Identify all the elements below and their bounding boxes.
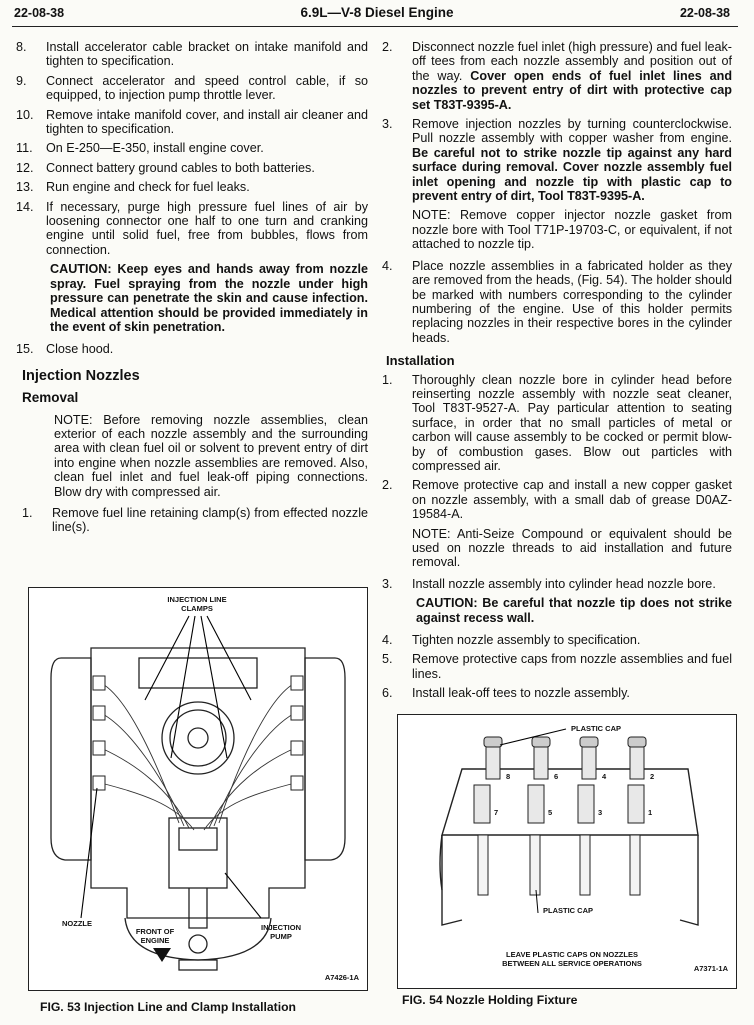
nozzle-number: 1 — [648, 808, 653, 817]
nozzle-number: 7 — [494, 808, 499, 817]
label-nozzle: NOZZLE — [62, 919, 92, 928]
nozzle-number: 4 — [602, 772, 607, 781]
step-11: 11. On E-250—E-350, install engine cover. — [16, 141, 264, 156]
fixture-illustration — [398, 715, 736, 988]
figure-54-caption: FIG. 54 Nozzle Holding Fixture — [402, 993, 578, 1007]
section-title-injection-nozzles: Injection Nozzles — [22, 367, 140, 384]
step-8: 8. Install accelerator cable bracket on intake manifold and tighten to specification. — [16, 40, 368, 69]
nozzle-number: 6 — [554, 772, 559, 781]
page-number-right: 22-08-38 — [679, 6, 730, 20]
page-title: 6.9L—V-8 Diesel Engine — [300, 5, 454, 20]
removal-note: NOTE: Before removing nozzle assemblies, clean exterior of each nozzle assembly and the surrounding area with clean fuel oil or solvent to prevent entry of dirt into engine when nozzle assemblies are removed. Also, clean fuel inlet and fuel leak-off piping connections. Blow dry with compressed air. — [54, 412, 368, 499]
step-14: 14. If necessary, purge high pressure fuel lines of air by loosening connector one half to one turn and cranking engine until solid fuel, free from bubbles, flows from connection. — [16, 199, 368, 257]
step-10: 10. Remove intake manifold cover, and install air cleaner and tighten to specification. — [16, 107, 368, 137]
nozzle-number: 2 — [650, 772, 655, 781]
nozzle-number: 5 — [548, 808, 553, 817]
page-number-left: 22-08-38 — [14, 6, 65, 20]
label-plastic-cap-top: PLASTIC CAP — [570, 724, 621, 733]
figure-54-nozzle-fixture — [397, 714, 737, 989]
install-step-3: 3. Install nozzle assembly into cylinder head nozzle bore. — [382, 576, 716, 591]
figure-53-engine-diagram — [28, 587, 368, 991]
step-9: 9. Connect accelerator and speed control cable, if so equipped, to injection pump throttle lever. — [16, 73, 368, 103]
nozzle-number: 3 — [598, 808, 603, 817]
removal-step-1: 1. Remove fuel line retaining clamp(s) from effected nozzle line(s). — [22, 505, 368, 535]
install-note-anti-seize: NOTE: Anti-Seize Compound or equivalent should be used on nozzle threads to aid installation and future removal. — [412, 526, 732, 570]
header-rule — [12, 26, 738, 27]
subsection-title-installation: Installation — [386, 353, 455, 369]
removal-note-gasket: NOTE: Remove copper injector nozzle gasket from nozzle bore with Tool T71P-19703-C, or equivalent, if not attached to nozzle tip. — [412, 208, 732, 252]
step-13: 13. Run engine and check for fuel leaks. — [16, 180, 250, 195]
figure-53-caption: FIG. 53 Injection Line and Clamp Installation — [40, 1000, 296, 1014]
label-leave-caps: LEAVE PLASTIC CAPS ON NOZZLES BETWEEN ALL SERVICE OPERATIONS — [502, 950, 642, 968]
label-front-of-engine: FRONT OF ENGINE — [135, 927, 175, 945]
removal-step-2: 2. Disconnect nozzle fuel inlet (high pressure) and fuel leak-off tees from each nozzle assembly and position out of the way. Cover open ends of fuel inlet lines and nozzles to prevent entry of dirt with protective cap set T83T-9395-A. — [382, 40, 733, 112]
right-column — [382, 40, 732, 706]
install-step-5: 5. Remove protective caps from nozzle assemblies and fuel lines. — [382, 652, 732, 681]
install-step-6: 6. Install leak-off tees to nozzle assembly. — [382, 686, 630, 701]
engine-illustration — [29, 588, 367, 990]
step-15: 15. Close hood. — [16, 342, 114, 357]
install-step-4: 4. Tighten nozzle assembly to specification. — [382, 633, 641, 648]
left-column — [16, 40, 368, 540]
front-arrow-icon — [153, 948, 171, 962]
removal-step-3: 3. Remove injection nozzles by turning counterclockwise. Pull nozzle assembly with copper washer from engine. Be careful not to strike nozzle tip against any hard surface during removal. Cover nozzle assembly fuel inlet opening and nozzle tip with plastic cap to prevent entry of dirt, Tool T83T-9395-A. — [382, 117, 732, 204]
label-injection-line-clamps: INJECTION LINE CLAMPS — [167, 595, 227, 613]
figure-code-54: A7371-1A — [693, 964, 728, 973]
caution-recess-wall: CAUTION: Be careful that nozzle tip does not strike against recess wall. — [416, 596, 732, 625]
install-step-1: 1. Thoroughly clean nozzle bore in cylinder head before reinserting nozzle assembly with nozzle seat cleaner, Tool T83T-9527-A. Pay particular attention to seating surface, in order that no small particles of metal or carbon will cause assembly to be cocked or permit blow-by of combustion gases. Blow out particles with compressed air. — [382, 372, 732, 473]
label-injection-pump: INJECTION PUMP — [260, 923, 301, 941]
figure-code-53: A7426-1A — [324, 973, 359, 982]
step-12: 12. Connect battery ground cables to both batteries. — [16, 160, 315, 175]
removal-step-4: 4. Place nozzle assemblies in a fabricated holder as they are removed from the heads, (Fig. 54). The holder should be marked with numbers corresponding to the cylinder numbering of the engine. Use of this holder permits replacing nozzles in their respective bores in the cylinder heads. — [382, 258, 732, 345]
install-step-2: 2. Remove protective cap and install a new copper gasket on nozzle assembly, with a small dab of grease D0AZ-19584-A. — [382, 478, 732, 522]
nozzle-number: 8 — [506, 772, 511, 781]
subsection-title-removal: Removal — [22, 390, 79, 406]
label-plastic-cap-bottom: PLASTIC CAP — [542, 906, 593, 915]
caution-fuel-spray: CAUTION: Keep eyes and hands away from nozzle spray. Fuel spraying from the nozzle under high pressure can penetrate the skin and cause infection. Medical attention should be provided immediately in the event of skin penetration. — [50, 262, 368, 334]
